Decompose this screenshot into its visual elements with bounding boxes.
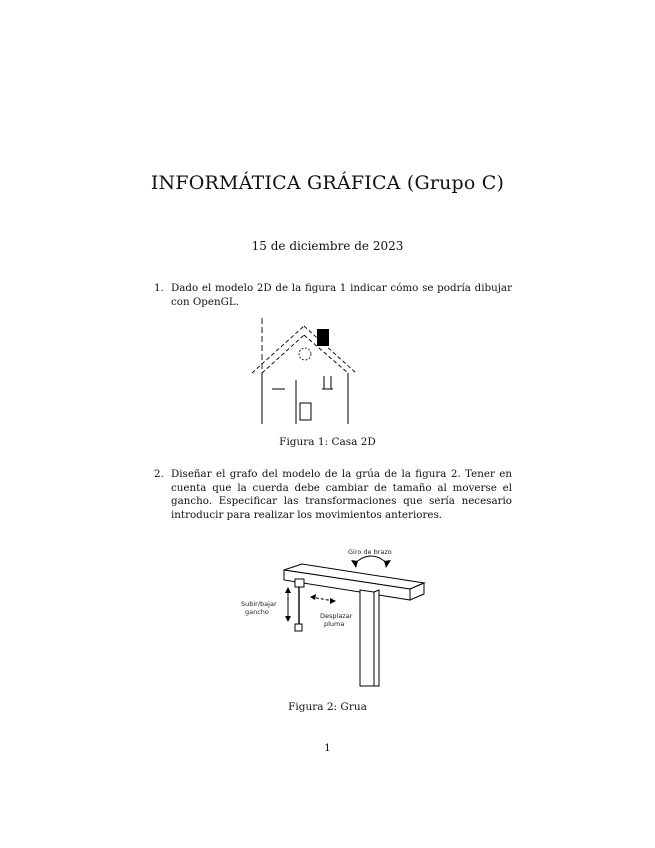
figure-2-caption: Figura 2: Grua xyxy=(288,701,367,713)
move-arrow-right-head xyxy=(330,598,336,604)
roof-left-outer xyxy=(252,326,304,373)
crane-figure xyxy=(236,544,436,689)
chimney xyxy=(317,329,329,346)
question-2 xyxy=(154,468,512,522)
tower-side xyxy=(374,590,379,686)
question-number: 2. xyxy=(154,468,164,480)
round-window xyxy=(299,348,311,360)
page-number: 1 xyxy=(324,742,331,754)
label-move-1: Desplazar xyxy=(320,612,353,620)
hook xyxy=(295,624,302,631)
label-hook-2: gancho xyxy=(245,608,269,616)
question-number: 1. xyxy=(154,282,164,294)
door xyxy=(300,403,311,420)
tower-front xyxy=(360,590,374,686)
trolley xyxy=(295,579,304,587)
label-rotate: Giro de brazo xyxy=(348,548,392,556)
rotate-arc xyxy=(354,556,388,564)
document-date: 15 de diciembre de 2023 xyxy=(251,239,404,253)
question-1 xyxy=(154,282,512,309)
question-text: Diseñar el grafo del modelo de la grúa de la figura 2. Tener en cuenta que la cuerda debe cambiar de tamaño al moverse el gancho. Especificar las transformaciones que sería necesario introducir para realizar los movimientos anteriores. xyxy=(171,468,512,521)
move-arrow-left-head xyxy=(310,594,316,600)
figure-1-caption: Figura 1: Casa 2D xyxy=(279,436,376,448)
label-hook-1: Subir/bajar xyxy=(241,600,277,608)
rotate-arc-right-head xyxy=(384,560,391,568)
roof-right-outer xyxy=(304,326,356,373)
roof-left-inner xyxy=(262,335,304,373)
rotate-arc-left-head xyxy=(351,560,358,568)
document-title: INFORMÁTICA GRÁFICA (Grupo C) xyxy=(150,172,505,194)
question-text: Dado el modelo 2D de la figura 1 indicar cómo se podría dibujar con OpenGL. xyxy=(171,282,512,308)
house-figure xyxy=(248,316,368,426)
arrow-up-head xyxy=(285,587,291,593)
arrow-down-head xyxy=(285,616,291,622)
label-move-2: pluma xyxy=(324,620,345,628)
